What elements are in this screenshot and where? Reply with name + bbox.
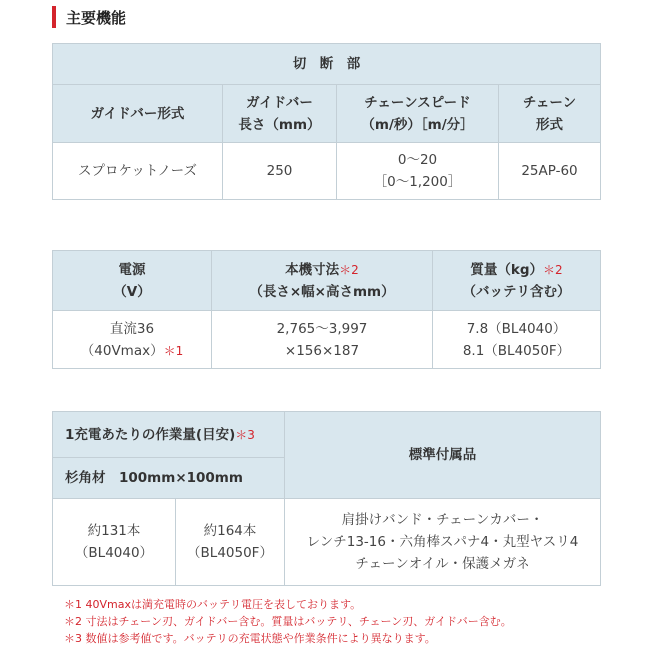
header-workload: 1充電あたりの作業量(目安)＊3 [53, 412, 285, 458]
value-guide-bar-type: スプロケットノーズ [53, 143, 223, 200]
subheader-material: 杉角材 100mm×100mm [53, 458, 285, 499]
note-marker: ＊1 [163, 343, 184, 358]
note-marker: ＊3 [235, 427, 255, 442]
value-guide-bar-length: 250 [223, 143, 337, 200]
value-mass: 7.8（BL4040） 8.1（BL4050F） [433, 311, 601, 369]
section-title: 主要機能 [66, 8, 127, 27]
header-dimensions: 本機寸法＊2 （長さ×幅×高さmm） [212, 251, 433, 311]
footnote-3: ＊3 数値は参考値です。バッテリの充電状態や作業条件により異なります。 [64, 632, 436, 645]
footnotes [64, 596, 624, 647]
value-chain-type: 25AP-60 [499, 143, 601, 200]
heading-accent-bar [52, 6, 56, 28]
value-workload-bl4050f: 約164本 （BL4050F） [176, 499, 285, 586]
header-guide-bar-length: ガイドバー 長さ（mm） [223, 85, 337, 143]
section-heading [52, 4, 126, 30]
header-power: 電源 （V） [53, 251, 212, 311]
header-guide-bar-type: ガイドバー形式 [53, 85, 223, 143]
note-marker: ＊2 [339, 262, 359, 277]
footnote-2: ＊2 寸法はチェーン刃、ガイドバー含む。質量はバッテリ、チェーン刃、ガイドバー含む。 [64, 615, 512, 628]
value-chain-speed: 0～20 ［0～1,200］ [337, 143, 499, 200]
workload-accessory-table [52, 411, 601, 586]
header-mass: 質量（kg）＊2 （バッテリ含む） [433, 251, 601, 311]
header-chain-speed: チェーンスピード （m/秒）［m/分］ [337, 85, 499, 143]
cutting-group-header: 切 断 部 [53, 44, 601, 85]
note-marker: ＊2 [543, 262, 563, 277]
value-dimensions: 2,765～3,997 ×156×187 [212, 311, 433, 369]
value-workload-bl4040: 約131本 （BL4040） [53, 499, 176, 586]
header-chain-type: チェーン 形式 [499, 85, 601, 143]
footnote-1: ＊1 40Vmaxは満充電時のバッテリ電圧を表しております。 [64, 598, 362, 611]
value-accessories: 肩掛けバンド・チェーンカバー・ レンチ13-16・六角棒スパナ4・丸型ヤスリ4 チェーンオイル・保護メガネ [285, 499, 601, 586]
body-spec-table [52, 250, 601, 369]
cutting-spec-table [52, 43, 601, 200]
header-accessories: 標準付属品 [285, 412, 601, 499]
value-power: 直流36 （40Vmax）＊1 [53, 311, 212, 369]
